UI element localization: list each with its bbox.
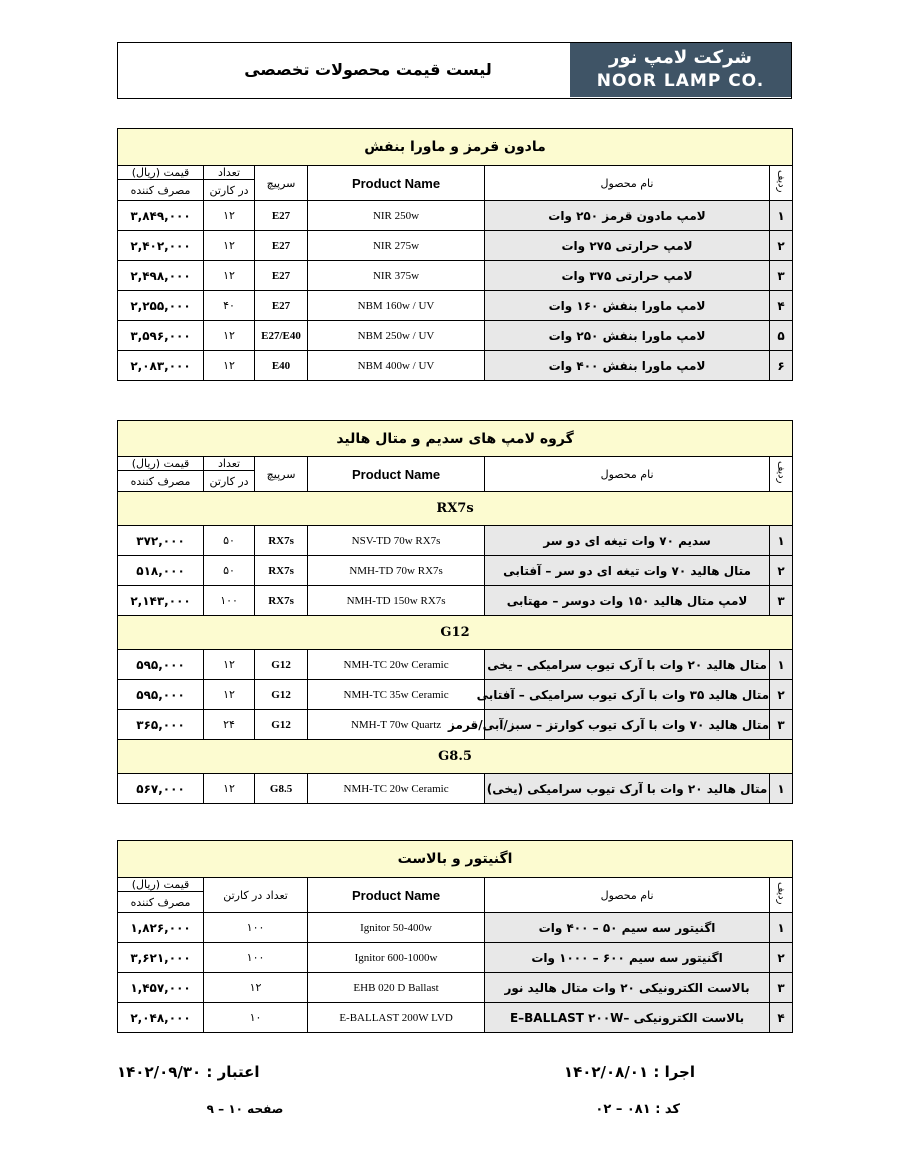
price-table-sodium-metal-halide xyxy=(117,420,793,804)
col-product-name-fa: نام محصول xyxy=(485,878,770,913)
col-socket: سرپیچ xyxy=(255,457,308,492)
product-name-en: NMH-TC 35w Ceramic xyxy=(308,680,485,710)
product-name-en: NIR 375w xyxy=(308,261,485,291)
consumer-price: ۲,۲۵۵,۰۰۰ xyxy=(118,291,204,321)
col-product-name-en: Product Name xyxy=(308,166,485,201)
carton-qty: ۱۲ xyxy=(204,321,255,351)
col-price-bottom: مصرف کننده xyxy=(118,471,204,492)
subgroup-row xyxy=(118,740,793,774)
product-name-fa: اگنیتور سه سیم ۵۰ – ۴۰۰ وات xyxy=(485,913,770,943)
row-number: ۴ xyxy=(770,1003,793,1033)
row-number: ۱ xyxy=(770,774,793,804)
table-row xyxy=(118,556,793,586)
col-qty-top: تعداد xyxy=(204,166,255,180)
col-row-number xyxy=(770,457,793,492)
product-name-fa: سدیم ۷۰ وات تیغه ای دو سر xyxy=(485,526,770,556)
table-row xyxy=(118,231,793,261)
company-logo xyxy=(570,43,791,97)
product-name-en: EHB 020 D Ballast xyxy=(308,973,485,1003)
socket-type: E27 xyxy=(255,261,308,291)
row-number: ۱ xyxy=(770,913,793,943)
product-name-fa: لامپ مادون قرمز ۲۵۰ وات xyxy=(485,201,770,231)
socket-type: E40 xyxy=(255,351,308,381)
product-name-fa: لامپ ماورا بنفش ۴۰۰ وات xyxy=(485,351,770,381)
consumer-price: ۵۱۸,۰۰۰ xyxy=(118,556,204,586)
socket-type: G12 xyxy=(255,650,308,680)
col-row-number xyxy=(770,166,793,201)
carton-qty: ۱۰۰ xyxy=(204,586,255,616)
col-qty-top: تعداد xyxy=(204,457,255,471)
row-number: ۱ xyxy=(770,201,793,231)
row-number: ۵ xyxy=(770,321,793,351)
socket-type: G8.5 xyxy=(255,774,308,804)
row-number: ۳ xyxy=(770,586,793,616)
carton-qty: ۱۰۰ xyxy=(204,943,308,973)
carton-qty: ۵۰ xyxy=(204,526,255,556)
table-row xyxy=(118,710,793,740)
consumer-price: ۳۷۲,۰۰۰ xyxy=(118,526,204,556)
socket-type: RX7s xyxy=(255,526,308,556)
socket-type: G12 xyxy=(255,680,308,710)
carton-qty: ۱۰۰ xyxy=(204,913,308,943)
subgroup-row xyxy=(118,616,793,650)
product-name-en: NSV-TD 70w RX7s xyxy=(308,526,485,556)
product-name-en: NMH-TD 70w RX7s xyxy=(308,556,485,586)
col-product-name-fa: نام محصول xyxy=(485,457,770,492)
product-name-fa: متال هالید ۳۵ وات با آرک تیوب سرامیکی – آفتابی xyxy=(485,680,770,710)
consumer-price: ۲,۰۸۳,۰۰۰ xyxy=(118,351,204,381)
consumer-price: ۱,۴۵۷,۰۰۰ xyxy=(118,973,204,1003)
document-title: لیست قیمت محصولات تخصصی xyxy=(244,60,492,79)
table-row xyxy=(118,351,793,381)
consumer-price: ۲,۴۹۸,۰۰۰ xyxy=(118,261,204,291)
logo-persian-text: شرکت لامپ نور xyxy=(609,47,752,68)
product-name-fa: لامپ حرارتی ۳۷۵ وات xyxy=(485,261,770,291)
table-row xyxy=(118,526,793,556)
product-name-en: NMH-TC 20w Ceramic xyxy=(308,650,485,680)
table-row xyxy=(118,1003,793,1033)
carton-qty: ۱۲ xyxy=(204,650,255,680)
carton-qty: ۴۰ xyxy=(204,291,255,321)
row-number: ۱ xyxy=(770,650,793,680)
product-name-en: NIR 275w xyxy=(308,231,485,261)
product-name-fa: اگنیتور سه سیم ۶۰۰ – ۱۰۰۰ وات xyxy=(485,943,770,973)
product-name-fa: لامپ حرارتی ۲۷۵ وات xyxy=(485,231,770,261)
row-number: ۲ xyxy=(770,943,793,973)
table-row xyxy=(118,261,793,291)
carton-qty: ۱۲ xyxy=(204,973,308,1003)
consumer-price: ۲,۱۴۳,۰۰۰ xyxy=(118,586,204,616)
subgroup-title: RX7s xyxy=(118,492,793,526)
table-row xyxy=(118,291,793,321)
carton-qty: ۱۲ xyxy=(204,261,255,291)
product-name-en: NMH-T 70w Quartz xyxy=(308,710,485,740)
table-row xyxy=(118,680,793,710)
product-name-fa: متال هالید ۲۰ وات با آرک تیوب سرامیکی – یخی xyxy=(485,650,770,680)
effective-date: اجرا : ۱۴۰۲/۰۸/۰۱ xyxy=(563,1063,695,1081)
carton-qty: ۱۰ xyxy=(204,1003,308,1033)
socket-type: E27/E40 xyxy=(255,321,308,351)
row-number: ۱ xyxy=(770,526,793,556)
row-number: ۴ xyxy=(770,291,793,321)
col-row-number xyxy=(770,878,793,913)
col-row-number-label: ردیف xyxy=(775,170,787,193)
col-qty-bottom: در کارتن xyxy=(204,180,255,201)
product-name-en: NBM 250w / UV xyxy=(308,321,485,351)
carton-qty: ۱۲ xyxy=(204,774,255,804)
consumer-price: ۵۹۵,۰۰۰ xyxy=(118,650,204,680)
row-number: ۳ xyxy=(770,710,793,740)
carton-qty: ۱۲ xyxy=(204,680,255,710)
price-table-ignitor-ballast xyxy=(117,840,793,1033)
col-row-number-label: ردیف xyxy=(775,461,787,484)
carton-qty: ۲۴ xyxy=(204,710,255,740)
product-name-fa: متال هالید ۷۰ وات با آرک تیوب کوارتز – سبز/آبی/قرمز xyxy=(485,710,770,740)
product-name-en: NMH-TC 20w Ceramic xyxy=(308,774,485,804)
socket-type: E27 xyxy=(255,201,308,231)
column-header-row xyxy=(118,457,793,471)
col-price-bottom: مصرف کننده xyxy=(118,892,204,913)
product-name-en: NMH-TD 150w RX7s xyxy=(308,586,485,616)
section-title-row xyxy=(118,421,793,457)
table-row xyxy=(118,774,793,804)
subgroup-row xyxy=(118,492,793,526)
column-header-row xyxy=(118,166,793,180)
consumer-price: ۲,۴۰۲,۰۰۰ xyxy=(118,231,204,261)
row-number: ۳ xyxy=(770,261,793,291)
product-name-fa: بالاست الکترونیکی ۲۰ وات متال هالید نور xyxy=(485,973,770,1003)
consumer-price: ۱,۸۲۶,۰۰۰ xyxy=(118,913,204,943)
table-row xyxy=(118,973,793,1003)
col-product-name-fa: نام محصول xyxy=(485,166,770,201)
section-title-row xyxy=(118,129,793,166)
table-row xyxy=(118,943,793,973)
table-row xyxy=(118,201,793,231)
consumer-price: ۵۶۷,۰۰۰ xyxy=(118,774,204,804)
subgroup-title: G12 xyxy=(118,616,793,650)
product-name-en: Ignitor 600-1000w xyxy=(308,943,485,973)
product-name-fa: متال هالید ۷۰ وات تیغه ای دو سر – آفتابی xyxy=(485,556,770,586)
row-number: ۲ xyxy=(770,680,793,710)
row-number: ۲ xyxy=(770,231,793,261)
section-title: مادون قرمز و ماورا بنفش xyxy=(118,129,793,166)
price-table-infrared-uv xyxy=(117,128,793,381)
consumer-price: ۵۹۵,۰۰۰ xyxy=(118,680,204,710)
col-qty: تعداد در کارتن xyxy=(204,878,308,913)
carton-qty: ۱۲ xyxy=(204,201,255,231)
consumer-price: ۳,۶۲۱,۰۰۰ xyxy=(118,943,204,973)
consumer-price: ۳,۵۹۶,۰۰۰ xyxy=(118,321,204,351)
col-product-name-en: Product Name xyxy=(308,457,485,492)
document-header xyxy=(117,42,792,99)
product-name-en: NBM 400w / UV xyxy=(308,351,485,381)
product-name-en: Ignitor 50-400w xyxy=(308,913,485,943)
socket-type: E27 xyxy=(255,291,308,321)
table-row xyxy=(118,321,793,351)
logo-english-text: NOOR LAMP CO. xyxy=(596,71,765,91)
col-row-number-label: ردیف xyxy=(775,882,787,905)
socket-type: G12 xyxy=(255,710,308,740)
product-name-fa: لامپ متال هالید ۱۵۰ وات دوسر – مهتابی xyxy=(485,586,770,616)
product-name-fa: متال هالید ۲۰ وات با آرک تیوب سرامیکی (یخی) xyxy=(485,774,770,804)
section-title: اگنیتور و بالاست xyxy=(118,841,793,878)
carton-qty: ۱۲ xyxy=(204,231,255,261)
product-name-fa: لامپ ماورا بنفش ۱۶۰ وات xyxy=(485,291,770,321)
section-title: گروه لامپ های سدیم و متال هالید xyxy=(118,421,793,457)
validity-date: اعتبار : ۱۴۰۲/۰۹/۳۰ xyxy=(117,1063,260,1081)
col-price-top: قیمت (ریال) xyxy=(118,878,204,892)
col-product-name-en: Product Name xyxy=(308,878,485,913)
table-row xyxy=(118,586,793,616)
socket-type: RX7s xyxy=(255,556,308,586)
carton-qty: ۵۰ xyxy=(204,556,255,586)
consumer-price: ۲,۰۴۸,۰۰۰ xyxy=(118,1003,204,1033)
product-name-en: NIR 250w xyxy=(308,201,485,231)
socket-type: RX7s xyxy=(255,586,308,616)
col-price-top: قیمت (ریال) xyxy=(118,166,204,180)
col-qty-bottom: در کارتن xyxy=(204,471,255,492)
consumer-price: ۳۶۵,۰۰۰ xyxy=(118,710,204,740)
row-number: ۶ xyxy=(770,351,793,381)
column-header-row xyxy=(118,878,793,892)
socket-type: E27 xyxy=(255,231,308,261)
col-price-top: قیمت (ریال) xyxy=(118,457,204,471)
row-number: ۳ xyxy=(770,973,793,1003)
product-name-en: E-BALLAST 200W LVD xyxy=(308,1003,485,1033)
col-socket: سرپیچ xyxy=(255,166,308,201)
subgroup-title: G8.5 xyxy=(118,740,793,774)
product-name-en: NBM 160w / UV xyxy=(308,291,485,321)
document-code: کد : ۰۸۱ – ۰۲ xyxy=(595,1102,680,1117)
col-price-bottom: مصرف کننده xyxy=(118,180,204,201)
table-row xyxy=(118,913,793,943)
product-name-fa: لامپ ماورا بنفش ۲۵۰ وات xyxy=(485,321,770,351)
product-name-fa: بالاست الکترونیکی –E–BALLAST ۲۰۰W xyxy=(485,1003,770,1033)
table-row xyxy=(118,650,793,680)
consumer-price: ۳,۸۴۹,۰۰۰ xyxy=(118,201,204,231)
page-number: صفحه ۱۰ – ۹ xyxy=(206,1102,284,1116)
section-title-row xyxy=(118,841,793,878)
carton-qty: ۱۲ xyxy=(204,351,255,381)
row-number: ۲ xyxy=(770,556,793,586)
